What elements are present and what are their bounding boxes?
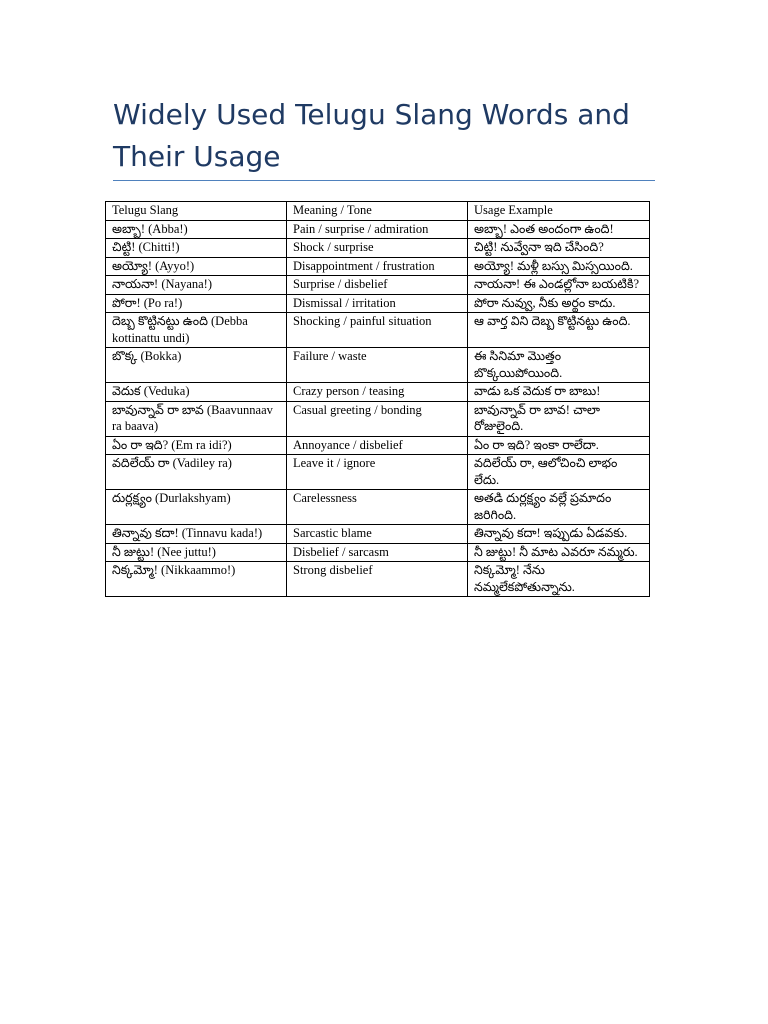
table-row: [106, 401, 650, 436]
table-row: [106, 383, 650, 402]
example-cell: వదిలేయ్ రా, ఆలోచించి లాభం లేదు.: [468, 455, 650, 490]
slang-cell: చిట్టి! (Chitti!): [106, 239, 287, 258]
meaning-cell: Disappointment / frustration: [287, 257, 468, 276]
meaning-cell: Surprise / disbelief: [287, 276, 468, 295]
meaning-cell: Shocking / painful situation: [287, 313, 468, 348]
slang-cell: నిక్కమ్మో! (Nikkaammo!): [106, 562, 287, 597]
meaning-cell: Sarcastic blame: [287, 525, 468, 544]
meaning-cell: Dismissal / irritation: [287, 294, 468, 313]
slang-cell: నీ జుట్టు! (Nee juttu!): [106, 543, 287, 562]
slang-cell: ఏం రా ఇది? (Em ra idi?): [106, 436, 287, 455]
example-cell: వాడు ఒక వెదుక రా బాబు!: [468, 383, 650, 402]
slang-cell: దెబ్బ కొట్టినట్టు ఉంది (Debba kottinattu undi): [106, 313, 287, 348]
example-cell: ఈ సినిమా మొత్తం బొక్కయిపోయింది.: [468, 348, 650, 383]
example-cell: ఏం రా ఇది? ఇంకా రాలేదా.: [468, 436, 650, 455]
header-telugu-slang: Telugu Slang: [106, 202, 287, 221]
table-row: [106, 294, 650, 313]
table-row: [106, 436, 650, 455]
table-row: [106, 525, 650, 544]
table-row: [106, 490, 650, 525]
meaning-cell: Shock / surprise: [287, 239, 468, 258]
meaning-cell: Carelessness: [287, 490, 468, 525]
meaning-cell: Crazy person / teasing: [287, 383, 468, 402]
header-meaning-tone: Meaning / Tone: [287, 202, 468, 221]
example-cell: బావున్నావ్ రా బావ! చాలా రోజులైంది.: [468, 401, 650, 436]
slang-cell: నాయనా! (Nayana!): [106, 276, 287, 295]
example-cell: నిక్కమ్మో! నేను నమ్మలేకపోతున్నాను.: [468, 562, 650, 597]
example-cell: అయ్యో! మళ్లీ బస్సు మిస్సయింది.: [468, 257, 650, 276]
example-cell: అబ్బా! ఎంత అందంగా ఉంది!: [468, 220, 650, 239]
header-usage-example: Usage Example: [468, 202, 650, 221]
example-cell: పోరా నువ్వు, నీకు అర్థం కాదు.: [468, 294, 650, 313]
table-row: [106, 562, 650, 597]
table-row: [106, 220, 650, 239]
table-row: [106, 257, 650, 276]
example-cell: అతడి దుర్లక్ష్యం వల్లే ప్రమాదం జరిగింది.: [468, 490, 650, 525]
example-cell: నాయనా! ఈ ఎండల్లోనా బయటికి?: [468, 276, 650, 295]
slang-cell: బొక్క (Bokka): [106, 348, 287, 383]
table-row: [106, 543, 650, 562]
slang-cell: వెదుక (Veduka): [106, 383, 287, 402]
slang-table: [105, 201, 650, 597]
meaning-cell: Strong disbelief: [287, 562, 468, 597]
meaning-cell: Pain / surprise / admiration: [287, 220, 468, 239]
slang-cell: వదిలేయ్ రా (Vadiley ra): [106, 455, 287, 490]
example-cell: నీ జుట్టు! నీ మాట ఎవరూ నమ్మరు.: [468, 543, 650, 562]
slang-cell: తిన్నావు కదా! (Tinnavu kada!): [106, 525, 287, 544]
meaning-cell: Failure / waste: [287, 348, 468, 383]
slang-cell: బావున్నావ్ రా బావ (Baavunnaav ra baava): [106, 401, 287, 436]
slang-cell: దుర్లక్ష్యం (Durlakshyam): [106, 490, 287, 525]
page-title: Widely Used Telugu Slang Words and Their Usage: [113, 98, 630, 173]
meaning-cell: Casual greeting / bonding: [287, 401, 468, 436]
table-row: [106, 313, 650, 348]
title-underline: [113, 180, 655, 181]
table-row: [106, 276, 650, 295]
table-header-row: [106, 202, 650, 221]
table-row: [106, 455, 650, 490]
table-row: [106, 239, 650, 258]
slang-cell: అబ్బా! (Abba!): [106, 220, 287, 239]
table-row: [106, 348, 650, 383]
meaning-cell: Leave it / ignore: [287, 455, 468, 490]
meaning-cell: Disbelief / sarcasm: [287, 543, 468, 562]
slang-cell: పోరా! (Po ra!): [106, 294, 287, 313]
example-cell: చిట్టి! నువ్వేనా ఇది చేసింది?: [468, 239, 650, 258]
example-cell: ఆ వార్త విని దెబ్బ కొట్టినట్టు ఉంది.: [468, 313, 650, 348]
example-cell: తిన్నావు కదా! ఇప్పుడు ఏడవకు.: [468, 525, 650, 544]
meaning-cell: Annoyance / disbelief: [287, 436, 468, 455]
slang-cell: అయ్యో! (Ayyo!): [106, 257, 287, 276]
